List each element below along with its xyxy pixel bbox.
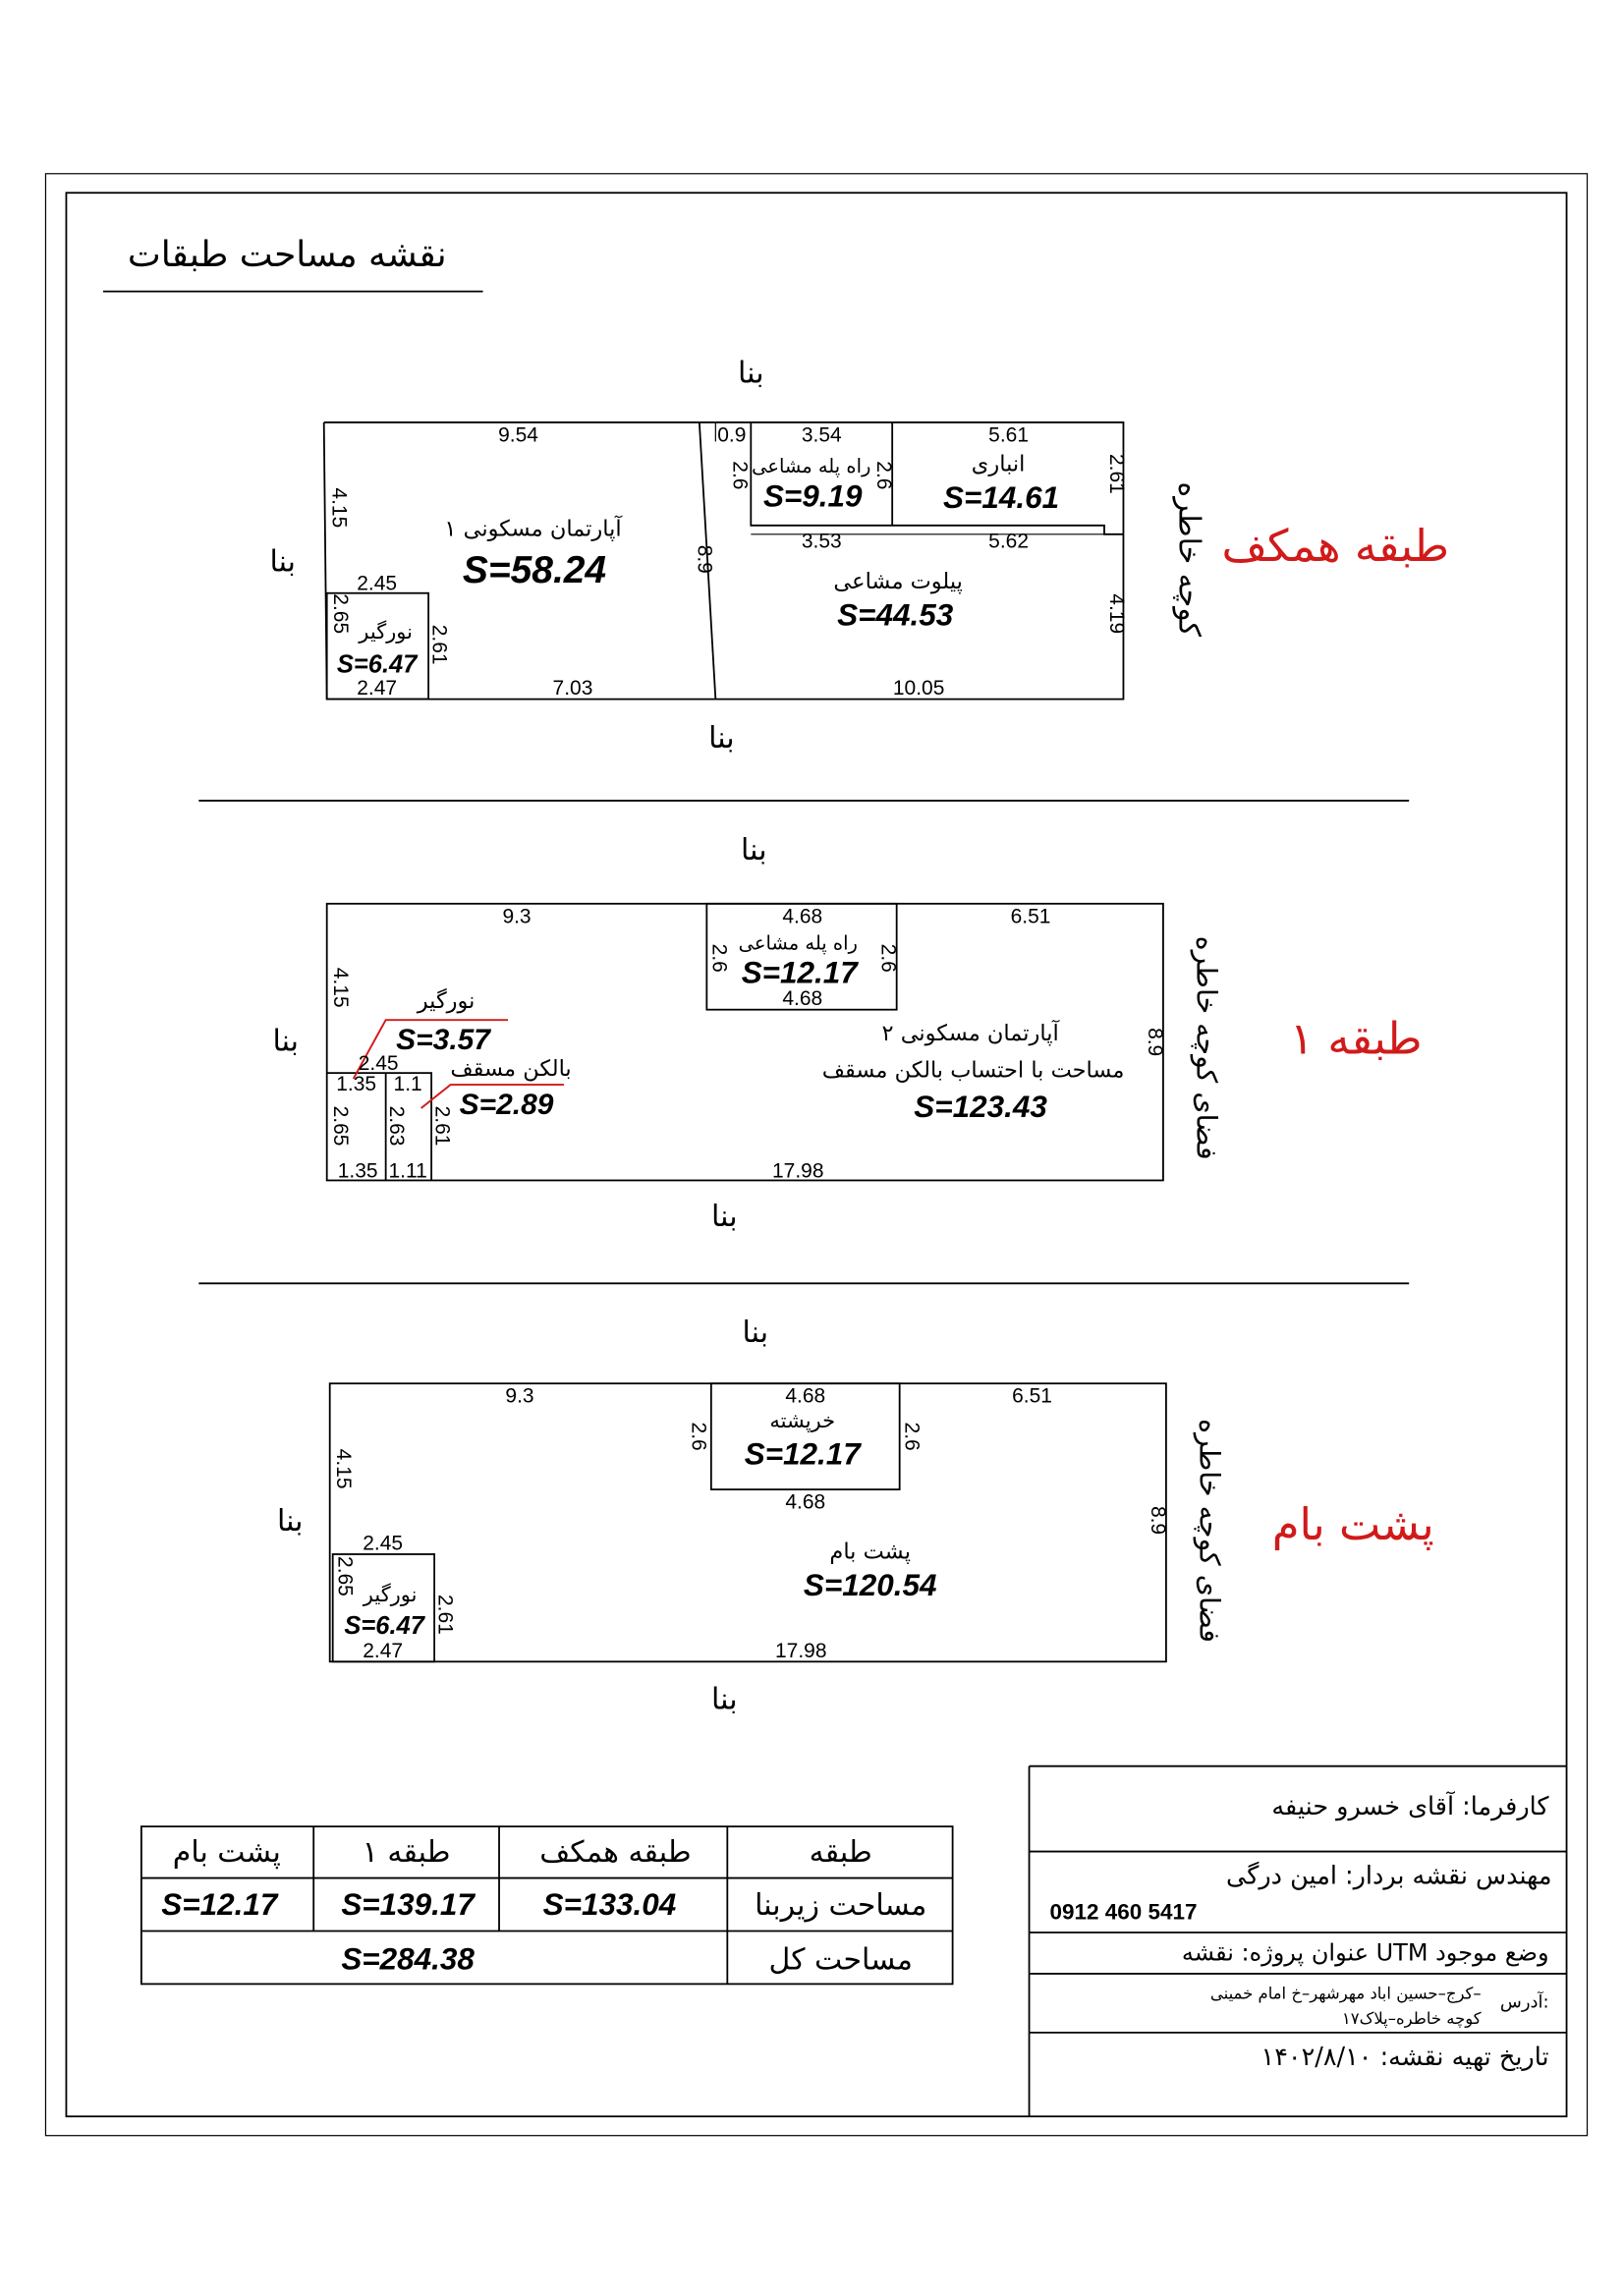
dim-top-left: 9.54 [498,423,538,447]
project-field: عنوان پروژه: نقشه UTM وضع موجود [1181,1938,1549,1967]
dim-bottom: 17.98 [775,1639,827,1662]
dim-bottom-right: 10.05 [892,677,945,700]
room-label-balcony: بالکن مسقف [450,1056,572,1083]
dim-b-bottom: 1.11 [388,1159,427,1183]
floor-name-ground: طبقه همکف [1221,519,1450,572]
dim-left-side: 4.15 [327,487,351,529]
floor-name-first: طبقه ۱ [1289,1012,1423,1065]
room-label-apt1: آپارتمان مسکونی ۱ [444,516,622,542]
table-value-roof: S=12.17 [161,1887,278,1922]
dim-bottom-mid: 7.03 [552,677,593,700]
dim-a-top: 1.35 [336,1073,377,1096]
ground-floor-plan [269,357,1449,756]
table-value-ground: S=133.04 [542,1887,677,1922]
dim-stair-side-r: 2.6 [900,1422,924,1451]
dim-storage-bottom: 5.62 [988,530,1029,553]
dim-right-side: 4.19 [1104,593,1128,635]
bana-left: بنا [272,1024,299,1059]
phone-field: 0912 460 5417 [1049,1899,1198,1925]
room-label-roof: پشت بام [829,1539,911,1565]
room-area-apt2: S=123.43 [914,1090,1047,1125]
dim-top-storage: 5.61 [988,423,1029,447]
room-label-light: نورگیر [363,1582,418,1606]
table-total-value: S=284.38 [341,1941,475,1977]
dim-light-bottom: 2.47 [363,1639,404,1662]
dim-stair-bottom: 4.68 [782,987,823,1011]
bana-left: بنا [276,1504,304,1539]
dim-top-left: 9.3 [505,1384,534,1408]
first-floor-plan [272,833,1422,1234]
dim-light-bottom: 2.47 [357,677,398,700]
dim-top-small: 2.45 [358,1052,399,1076]
table-header-floor: طبقه [809,1835,872,1871]
bana-left: بنا [269,544,296,580]
dim-mid-height: 8.9 [693,544,716,574]
bana-top: بنا [742,1316,769,1351]
room-label-cover: خرپشته [769,1409,836,1433]
room-area-stair: S=9.19 [762,478,863,514]
dim-top-stair: 4.68 [782,905,823,928]
dim-light-top: 2.45 [357,572,398,595]
room-area-roof: S=120.54 [803,1567,937,1602]
room-area-apt1: S=58.24 [462,549,607,592]
room-label-light: نورگیر [359,620,413,644]
dim-stair-side-l: 2.6 [707,943,731,973]
roof-plan [277,1316,1434,1716]
dim-bottom: 17.98 [772,1159,824,1183]
bana-bottom: بنا [711,1682,738,1717]
dim-stair-bottom: 4.68 [785,1490,826,1514]
dim-top-small: 0.9 [717,423,747,447]
date-field: تاریخ تهیه نقشه: ۱۴۰۲/۸/۱۰ [1260,2042,1549,2072]
room-area-pilot: S=44.53 [837,597,954,633]
room-label-stair: راه پله مشاعی [738,931,858,955]
bana-bottom: بنا [708,721,735,756]
dim-left-side: 4.15 [332,1448,356,1489]
surveyor-field: مهندس نقشه بردار: امین درگی [1226,1861,1552,1891]
room-label-stair: راه پله مشاعی [752,454,871,477]
dim-b-side: 2.63 [385,1105,409,1147]
bana-top: بنا [738,356,764,391]
room-area-light: S=6.47 [344,1611,424,1640]
dim-light-left: 2.65 [329,593,353,635]
street-label: فضای کوچه خاطره [1193,1419,1226,1643]
room-area-cover: S=12.17 [744,1436,861,1472]
dim-left-side: 4.15 [329,967,353,1008]
bana-bottom: بنا [711,1199,738,1234]
dim-light-right: 2.61 [433,1594,457,1635]
address-label: آدرس: [1499,1991,1549,2013]
floor-name-roof: پشت بام [1271,1497,1434,1550]
room-label-apt2: آپارتمان مسکونی ۲ [881,1021,1059,1047]
table-value-first: S=139.17 [341,1887,475,1922]
room-label-light: نورگیر [417,988,476,1015]
dim-b-top: 1.1 [393,1073,422,1096]
bana-top: بنا [741,832,767,868]
table-row-label: مساحت زیربنا [755,1888,927,1923]
dim-top-right: 6.51 [1012,1384,1052,1408]
dim-right-side: 8.9 [1143,1028,1166,1057]
dim-light-right: 2.61 [427,624,451,665]
address-line-1: کرج–حسین اباد مهرشهر–خ امام خمینی– [1209,1984,1482,2003]
street-label: کوچه خاطره [1171,481,1206,638]
table-header-roof: پشت بام [172,1835,281,1871]
address-line-2: کوچه خاطره–پلاک۱۷ [1341,2008,1482,2028]
dim-c-side: 2.61 [430,1105,454,1147]
dim-stair-side-l: 2.6 [687,1422,710,1451]
room-area-stair: S=12.17 [741,955,858,990]
dim-storage-side: 2.61 [1104,453,1128,494]
dim-a-side: 2.65 [329,1105,353,1147]
title-block [1030,1766,1567,2117]
dim-stair-side-r: 2.6 [872,461,896,490]
street-label: فضای کوچه خاطره [1190,935,1223,1160]
dim-right-side: 8.9 [1146,1505,1169,1536]
dim-stair-side-r: 2.6 [876,943,900,973]
dim-top-stair: 3.54 [801,423,842,447]
summary-table [141,1826,953,1984]
dim-stair-bottom: 3.53 [801,530,842,553]
room-label-pilot: پیلوت مشاعی [833,569,963,595]
dim-light-left: 2.65 [333,1556,357,1596]
table-total-label: مساحت کل [768,1942,913,1978]
table-header-ground: طبقه همکف [539,1835,692,1871]
dim-a-bottom: 1.35 [337,1159,378,1183]
room-area-light: S=6.47 [336,650,418,679]
dim-top-stair: 4.68 [785,1384,826,1408]
dim-stair-side-l: 2.6 [728,461,752,490]
dim-top-left: 9.3 [502,905,532,928]
client-field: کارفرما: آقای خسرو حنیفه [1271,1792,1549,1822]
room-area-light: S=3.57 [396,1024,490,1057]
dim-top-right: 6.51 [1010,905,1051,928]
page-title: نقشه مساحت طبقات [127,235,447,276]
room-area-balcony: S=2.89 [459,1089,554,1122]
room-area-storage: S=14.61 [943,479,1060,515]
room-note-apt2: مساحت با احتساب بالکن مسقف [821,1057,1125,1084]
table-header-first: طبقه ۱ [362,1835,451,1871]
room-label-storage: انباری [971,451,1026,477]
dim-light-top: 2.45 [363,1532,404,1555]
